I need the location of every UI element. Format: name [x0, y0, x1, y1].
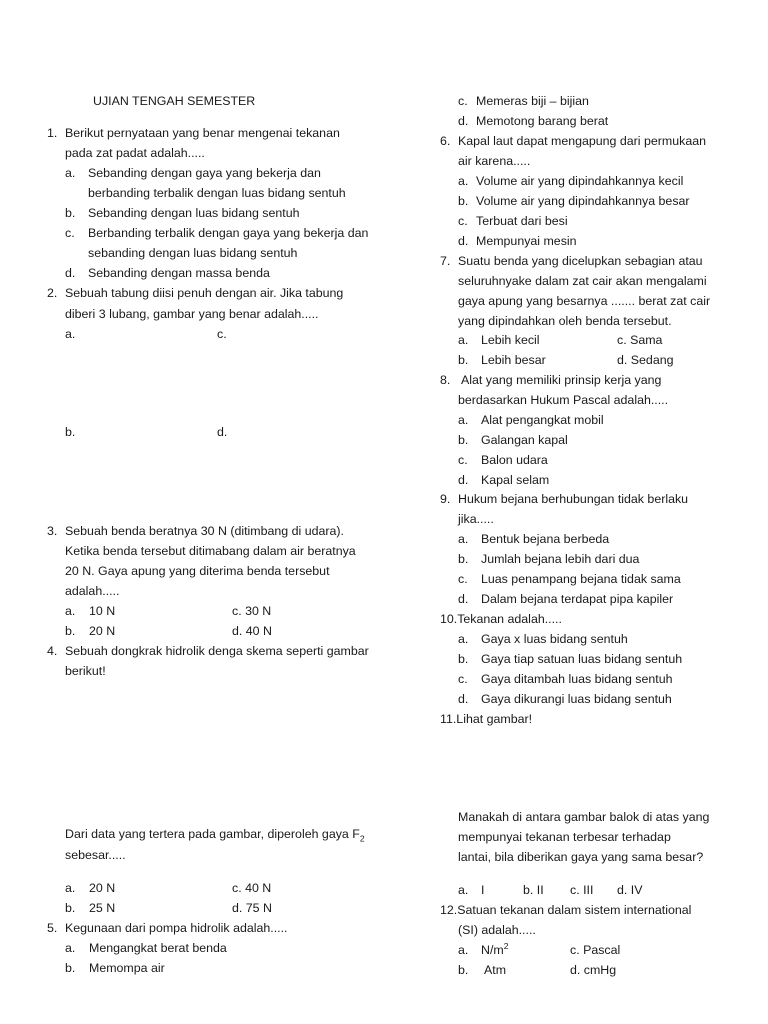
q7-option-a: Lebih kecil [481, 333, 540, 347]
q5-option-b-key: b. [65, 961, 76, 975]
q6-option-c: Terbuat dari besi [476, 214, 568, 228]
q4-option-b-key: b. [65, 901, 76, 915]
q5-option-d-key: d. [458, 114, 469, 128]
q1-option-c-key: c. [65, 226, 75, 240]
q2-option-b-key: b. [65, 425, 76, 439]
q4-stem: Sebuah dongkrak hidrolik denga skema seperti gambar [65, 644, 369, 658]
q11-option-d: d. IV [617, 883, 643, 897]
q2-option-c-key: c. [217, 327, 227, 341]
q10-option-a: Gaya x luas bidang sentuh [481, 632, 628, 646]
q9-option-b: Jumlah bejana lebih dari dua [481, 552, 640, 566]
q6-option-a: Volume air yang dipindahkannya kecil [476, 174, 684, 188]
q10-option-c: Gaya ditambah luas bidang sentuh [481, 672, 673, 686]
q4-option-a: 20 N [89, 881, 116, 895]
q8-option-c: Balon udara [481, 453, 548, 467]
q5-number: 5. [47, 921, 58, 935]
q8-option-a-key: a. [458, 413, 469, 427]
q10-option-a-key: a. [458, 632, 469, 646]
q6-option-b-key: b. [458, 194, 469, 208]
q9-option-d: Dalam bejana terdapat pipa kapiler [481, 592, 674, 606]
q9-option-a: Bentuk bejana berbeda [481, 532, 610, 546]
q1-option-a-cont: berbanding terbalik dengan luas bidang sentuh [88, 186, 346, 200]
q8-stem: Alat yang memiliki prinsip kerja yang [461, 373, 662, 387]
q7-stem-cont: gaya apung yang besarnya ....... berat zat cair [458, 294, 711, 308]
q10-option-d: Gaya dikurangi luas bidang sentuh [481, 692, 672, 706]
q4-stem-cont [65, 826, 365, 842]
q10-stem: 10.Tekanan adalah..... [440, 612, 562, 626]
q9-stem: Hukum bejana berhubungan tidak berlaku [458, 492, 689, 506]
q5-option-b: Memompa air [89, 961, 165, 975]
q1-number: 1. [47, 126, 58, 140]
q11-stem: 11.Lihat gambar! [440, 712, 533, 726]
q9-number: 9. [440, 492, 451, 506]
q1-stem: Berikut pernyataan yang benar mengenai tekanan [65, 126, 340, 140]
q6-option-b: Volume air yang dipindahkannya besar [476, 194, 690, 208]
q3-stem-cont: adalah..... [65, 584, 120, 598]
q5-stem: Kegunaan dari pompa hidrolik adalah..... [65, 921, 288, 935]
q12-option-a-text: N/m [481, 943, 504, 957]
q12-option-d: d. cmHg [570, 963, 617, 977]
q7-option-b-key: b. [458, 353, 469, 367]
q7-option-a-key: a. [458, 333, 469, 347]
q8-option-d: Kapal selam [481, 473, 550, 487]
q6-option-c-key: c. [458, 214, 468, 228]
q3-option-b: 20 N [89, 624, 116, 638]
q3-stem-cont: 20 N. Gaya apung yang diterima benda tersebut [65, 564, 330, 578]
q10-option-b: Gaya tiap satuan luas bidang sentuh [481, 652, 683, 666]
q5-option-d: Memotong barang berat [476, 114, 609, 128]
q1-option-d: Sebanding dengan massa benda [88, 266, 270, 280]
q1-option-b: Sebanding dengan luas bidang sentuh [88, 206, 300, 220]
q3-option-a: 10 N [89, 604, 116, 618]
q7-option-d: d. Sedang [617, 353, 674, 367]
q12-superscript: 2 [503, 940, 509, 951]
q3-option-a-key: a. [65, 604, 76, 618]
q6-option-d-key: d. [458, 234, 469, 248]
q3-option-b-key: b. [65, 624, 76, 638]
q3-option-d: d. 40 N [232, 624, 272, 638]
q12-option-a-key: a. [458, 943, 469, 957]
q1-option-d-key: d. [65, 266, 76, 280]
q11-option-a: I [481, 883, 485, 897]
q10-option-d-key: d. [458, 692, 469, 706]
q7-option-c: c. Sama [617, 333, 663, 347]
q7-option-b: Lebih besar [481, 353, 546, 367]
q4-option-b: 25 N [89, 901, 116, 915]
q5-option-c-key: c. [458, 94, 468, 108]
q6-stem-cont: air karena..... [458, 154, 531, 168]
q4-option-d: d. 75 N [232, 901, 272, 915]
q9-option-b-key: b. [458, 552, 469, 566]
q3-stem-cont: Ketika benda tersebut ditimabang dalam air beratnya [65, 544, 356, 558]
q9-option-d-key: d. [458, 592, 469, 606]
q4-number: 4. [47, 644, 58, 658]
q4-option-a-key: a. [65, 881, 76, 895]
q1-option-c: Berbanding terbalik dengan gaya yang bekerja dan [88, 226, 369, 240]
q2-number: 2. [47, 286, 58, 300]
q5-option-a-key: a. [65, 941, 76, 955]
q1-stem-cont: pada zat padat adalah..... [65, 146, 205, 160]
q1-option-c-cont: sebanding dengan luas bidang sentuh [88, 246, 298, 260]
q2-option-a-key: a. [65, 327, 76, 341]
q1-option-b-key: b. [65, 206, 76, 220]
q12-stem: 12.Satuan tekanan dalam sistem international [440, 903, 692, 917]
q4-stem-cont: berikut! [65, 664, 106, 678]
q11-option-c: c. III [570, 883, 594, 897]
q8-option-d-key: d. [458, 473, 469, 487]
q7-stem: Suatu benda yang dicelupkan sebagian atau [458, 254, 703, 268]
q12-option-a [481, 942, 508, 958]
q7-stem-cont: seluruhnyake dalam zat cair akan mengalami [458, 274, 707, 288]
q4-stem-cont: sebesar..... [65, 848, 126, 862]
q7-number: 7. [440, 254, 451, 268]
q3-option-c: c. 30 N [232, 604, 272, 618]
q9-stem-cont: jika..... [458, 512, 494, 526]
q9-option-c-key: c. [458, 572, 468, 586]
q11-option-a-key: a. [458, 883, 469, 897]
q6-option-d: Mempunyai mesin [476, 234, 577, 248]
q4-stem-text: Dari data yang tertera pada gambar, diperoleh gaya F [65, 827, 360, 841]
page-title: UJIAN TENGAH SEMESTER [93, 94, 256, 108]
q6-option-a-key: a. [458, 174, 469, 188]
q2-stem: Sebuah tabung diisi penuh dengan air. Jika tabung [65, 286, 344, 300]
q2-stem-cont: diberi 3 lubang, gambar yang benar adalah..... [65, 307, 319, 321]
q5-option-c: Memeras biji – bijian [476, 94, 589, 108]
q5-option-a: Mengangkat berat benda [89, 941, 227, 955]
q12-option-b-key: b. [458, 963, 469, 977]
q11-stem-cont: lantai, bila diberikan gaya yang sama besar? [458, 850, 704, 864]
q10-option-c-key: c. [458, 672, 468, 686]
q3-stem: Sebuah benda beratnya 30 N (ditimbang di udara). [65, 524, 344, 538]
q8-number: 8. [440, 373, 451, 387]
q7-stem-cont: yang dipindahkan oleh benda tersebut. [458, 314, 672, 328]
q1-option-a: Sebanding dengan gaya yang bekerja dan [88, 166, 321, 180]
q8-stem-cont: berdasarkan Hukum Pascal adalah..... [458, 393, 669, 407]
q11-stem-cont: mempunyai tekanan terbesar terhadap [458, 830, 671, 844]
q12-stem-cont: (SI) adalah..... [458, 923, 536, 937]
q10-option-b-key: b. [458, 652, 469, 666]
q8-option-b: Galangan kapal [481, 433, 568, 447]
q1-option-a-key: a. [65, 166, 76, 180]
q8-option-b-key: b. [458, 433, 469, 447]
q6-stem: Kapal laut dapat mengapung dari permukaan [458, 134, 706, 148]
q12-option-b: Atm [484, 963, 507, 977]
q6-number: 6. [440, 134, 451, 148]
q12-option-c: c. Pascal [570, 943, 621, 957]
q4-option-c: c. 40 N [232, 881, 272, 895]
q9-option-c: Luas penampang bejana tidak sama [481, 572, 681, 586]
q11-stem-cont: Manakah di antara gambar balok di atas yang [458, 810, 710, 824]
q8-option-a: Alat pengangkat mobil [481, 413, 604, 427]
q3-number: 3. [47, 524, 58, 538]
q11-option-b: b. II [523, 883, 544, 897]
q8-option-c-key: c. [458, 453, 468, 467]
q4-subscript: 2 [359, 833, 365, 844]
q9-option-a-key: a. [458, 532, 469, 546]
q2-option-d-key: d. [217, 425, 228, 439]
